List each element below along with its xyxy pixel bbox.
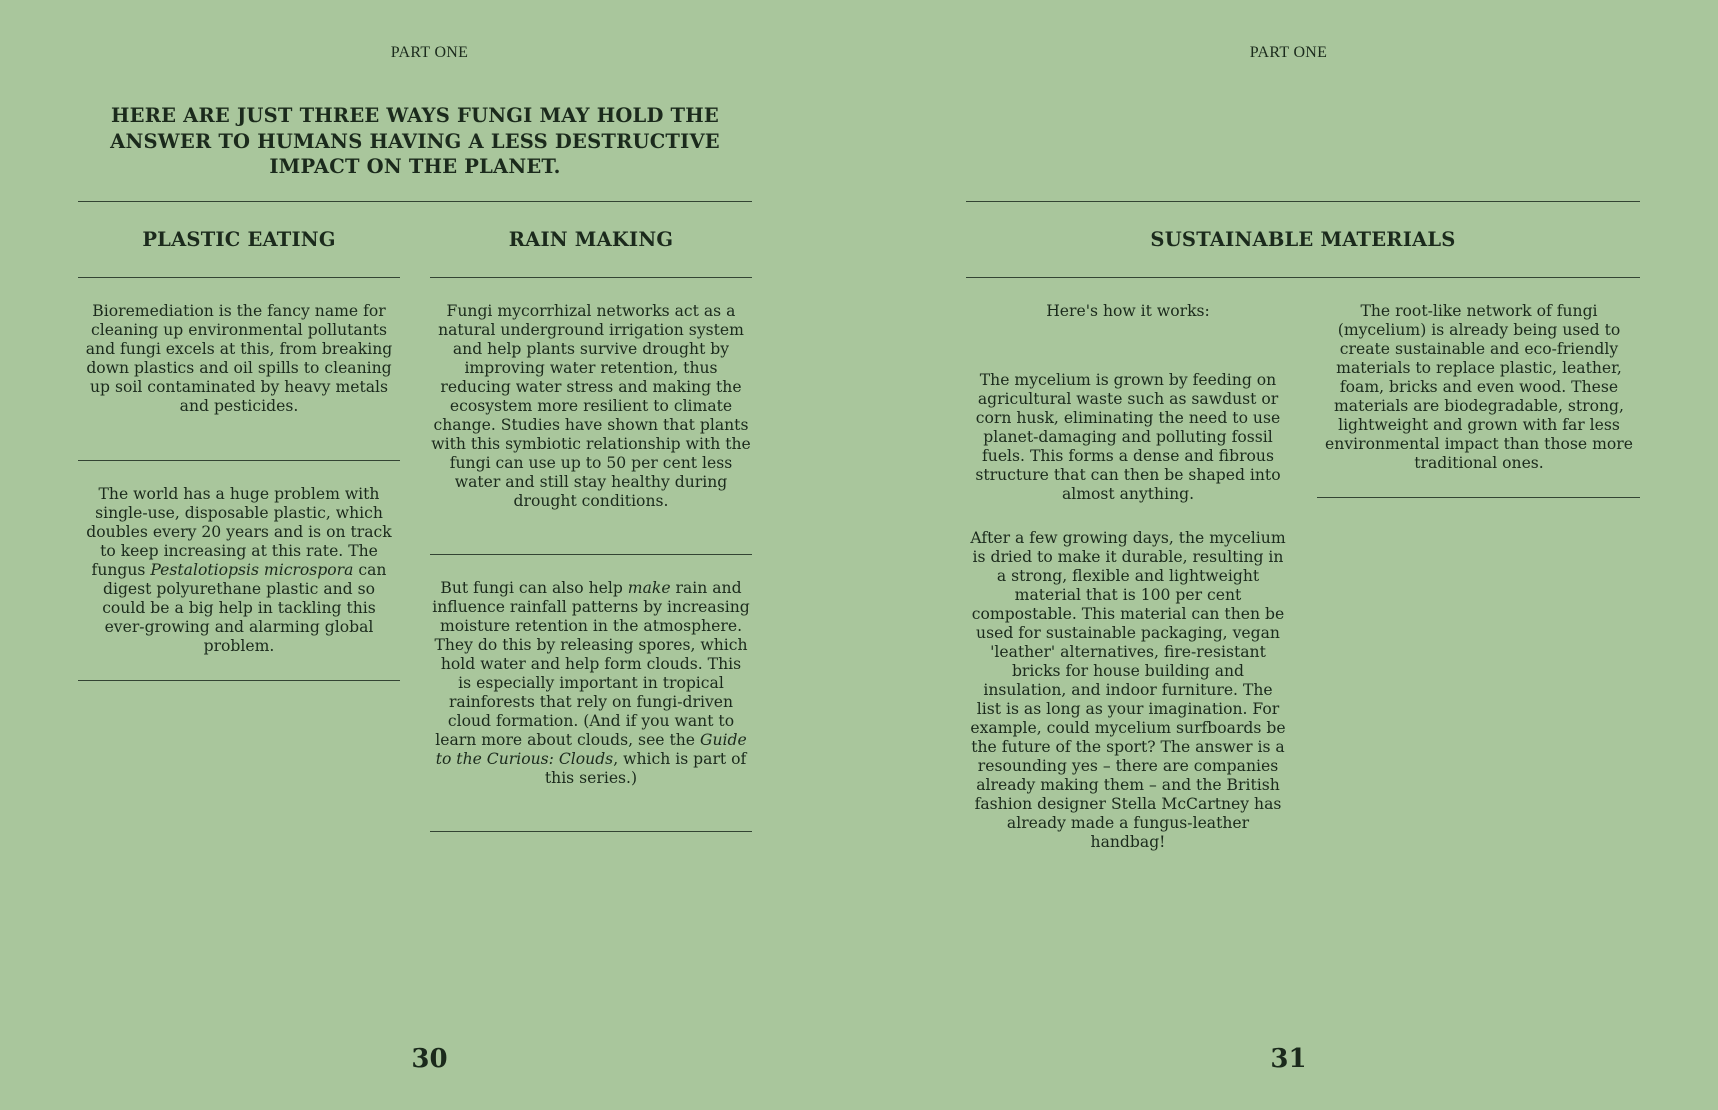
divider: [430, 554, 752, 555]
page-number: 31: [1270, 1044, 1307, 1074]
sustainable-materials-paragraph-2: After a few growing days, the mycelium is dried to make it durable, resulting in a strong, flexible and lightweight material that is 100 per cent compostable. This material can then be used for sustainable packaging, vegan 'leather' alternatives, fire-resistant bricks for house building and insulation, and indoor furniture. The list is as long as your imagination. For example, could mycelium surfboards be the future of the sport? The answer is a resounding yes – there are companies already making them – and the British fashion designer Stella McCartney has already made a fungus-leather handbag!: [970, 529, 1286, 851]
rain-making-title: RAIN MAKING: [508, 228, 674, 251]
running-head: PART ONE: [390, 44, 469, 61]
divider: [1317, 497, 1640, 498]
divider: [78, 460, 400, 461]
right-page: [859, 0, 1718, 1110]
divider: [78, 680, 400, 681]
how-it-works-label: Here's how it works:: [1046, 302, 1210, 320]
book-title: Guide to the Curious: Clouds: [435, 731, 747, 768]
running-head: PART ONE: [1249, 44, 1328, 61]
emphasis: make: [627, 579, 671, 597]
page-number: 30: [411, 1044, 448, 1074]
divider: [430, 277, 752, 278]
divider: [966, 201, 1640, 202]
divider: [430, 831, 752, 832]
divider: [78, 277, 400, 278]
plastic-eating-title: PLASTIC EATING: [142, 228, 336, 251]
plastic-eating-paragraph-1: Bioremediation is the fancy name for cleaning up environmental pollutants and fungi excels at this, from breaking down plastics and oil spills to cleaning up soil contaminated by heavy metals and pesticides.: [85, 302, 393, 415]
divider: [966, 277, 1640, 278]
rain-making-paragraph-2: But fungi can also help make rain and influence rainfall patterns by increasing moisture retention in the atmosphere. They do this by releasing spores, which hold water and help form clouds. This is especially important in tropical rainforests that rely on fungi-driven cloud formation. (And if you want to learn more about clouds, see the Guide to the Curious: Clouds, which is part of this series.): [432, 579, 750, 787]
sustainable-materials-side-paragraph: The root-like network of fungi (mycelium) is already being used to create sustainable and eco-friendly materials to replace plastic, leather, foam, bricks and even wood. These materials are biodegradable, strong, lightweight and grown with far less environmental impact than those more traditional ones.: [1325, 302, 1633, 472]
sustainable-materials-paragraph-1: The mycelium is grown by feeding on agricultural waste such as sawdust or corn husk, eliminating the need to use planet-damaging and polluting fossil fuels. This forms a dense and fibrous structure that can then be shaped into almost anything.: [975, 371, 1281, 503]
plastic-eating-paragraph-2: The world has a huge problem with single-use, disposable plastic, which doubles every 20 years and is on track to keep increasing at this rate. The fungus Pestalotiopsis microspora can digest polyurethane plastic and so could be a big help in tackling this ever-growing and alarming global problem.: [86, 485, 392, 655]
sustainable-materials-title: SUSTAINABLE MATERIALS: [1150, 228, 1456, 251]
divider: [78, 201, 752, 202]
intro-heading: HERE ARE JUST THREE WAYS FUNGI MAY HOLD THE ANSWER TO HUMANS HAVING A LESS DESTRUCTIVE IMPACT ON THE PLANET.: [110, 104, 720, 178]
rain-making-paragraph-1: Fungi mycorrhizal networks act as a natural underground irrigation system and help plants survive drought by improving water retention, thus reducing water stress and making the ecosystem more resilient to climate change. Studies have shown that plants with this symbiotic relationship with the fungi can use up to 50 per cent less water and still stay healthy during drought conditions.: [431, 302, 751, 510]
species-name: Pestalotiopsis microspora: [150, 561, 354, 579]
